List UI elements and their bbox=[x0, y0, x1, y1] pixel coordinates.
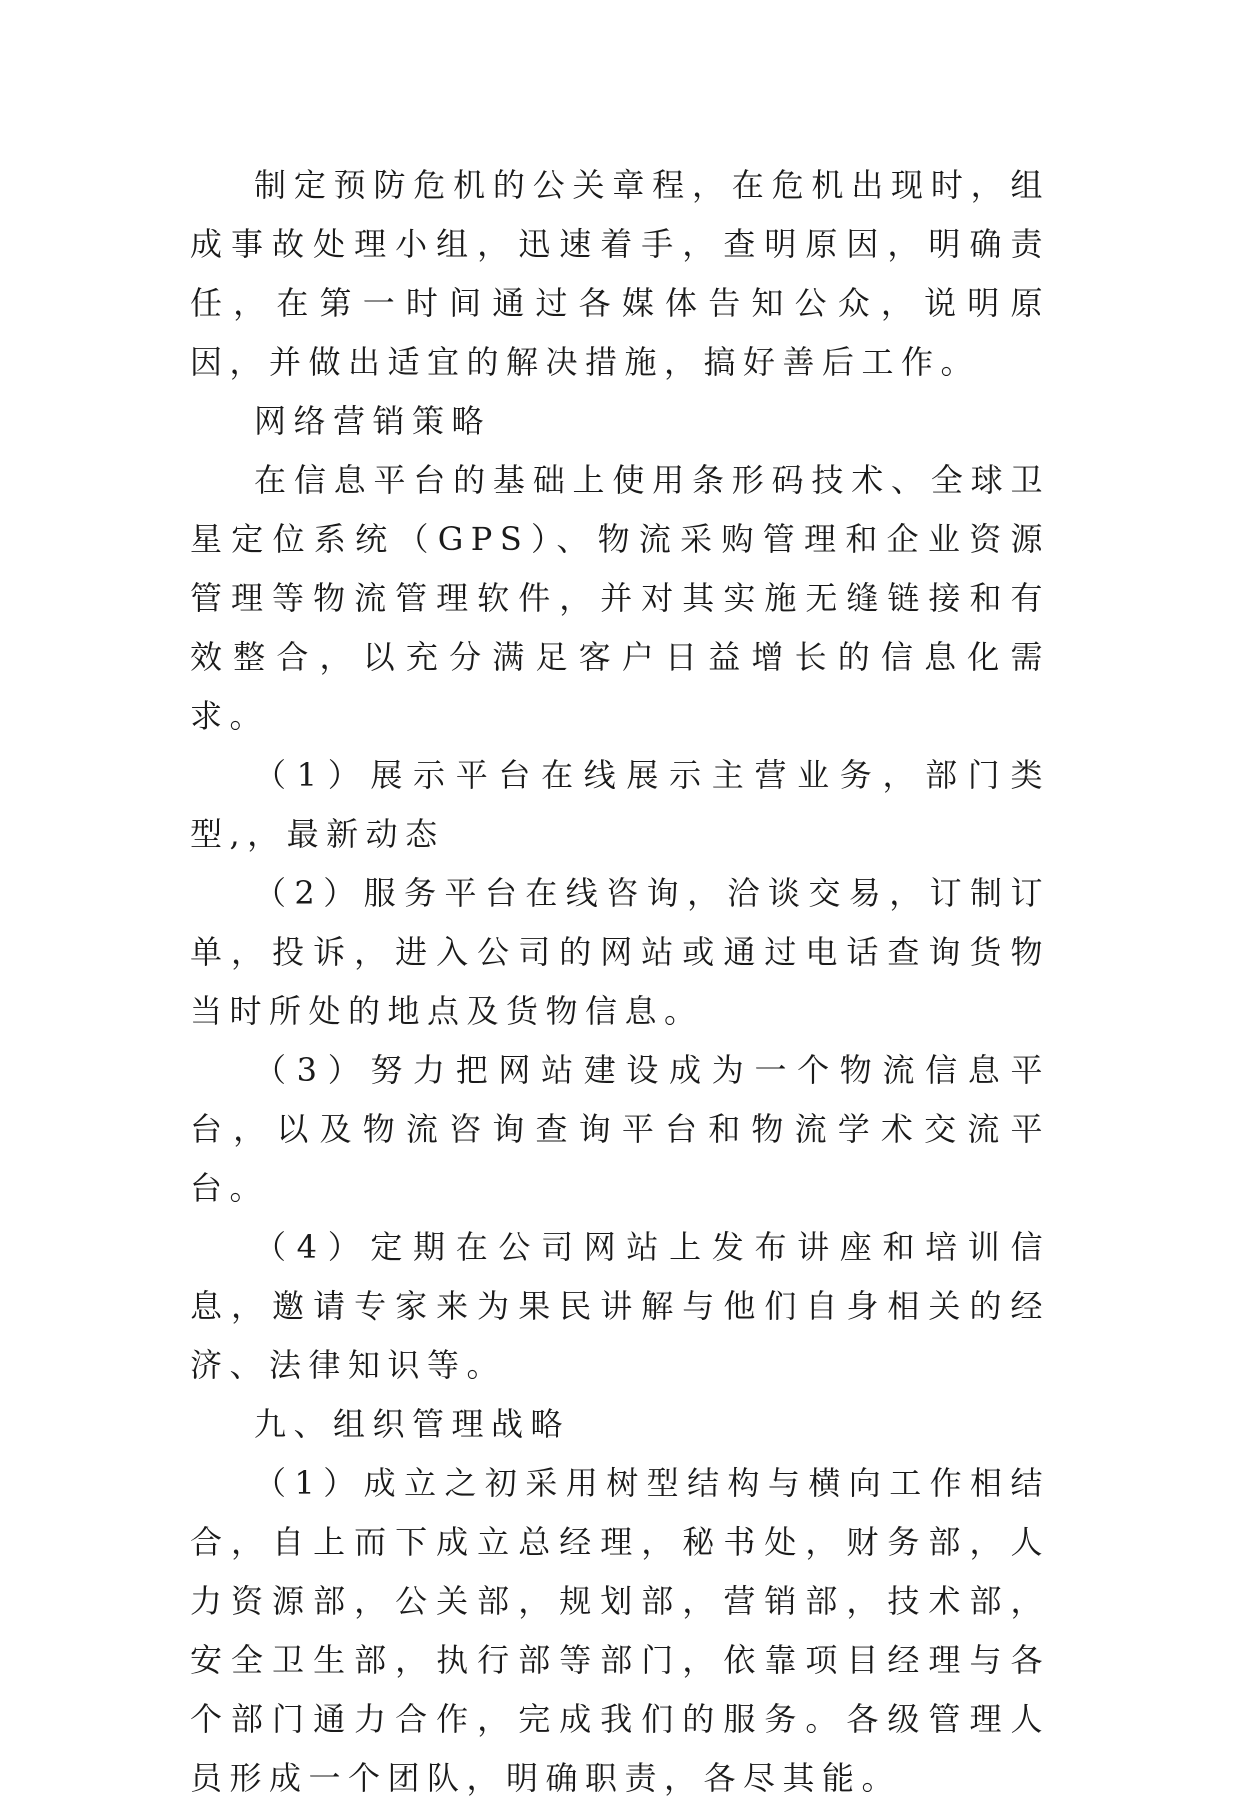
paragraph-org-structure: （1）成立之初采用树型结构与横向工作相结合，自上而下成立总经理，秘书处，财务部，人力资源部，公关部，规划部，营销部，技术部，安全卫生部，执行部等部门，依靠项目经理与各个部门通力合作，完成我们的服务。各级管理人员形成一个团队，明确职责，各尽其能。 bbox=[190, 1464, 1050, 1797]
heading-organization-strategy: 九、组织管理战略 bbox=[254, 1405, 571, 1443]
paragraph-crisis-pr: 制定预防危机的公关章程，在危机出现时，组成事故处理小组，迅速着手，查明原因，明确责任，在第一时间通过各媒体告知公众，说明原因，并做出适宜的解决措施，搞好善后工作。 bbox=[190, 166, 1050, 381]
document-body bbox=[190, 156, 1050, 1808]
list-item-3: （3）努力把网站建设成为一个物流信息平台，以及物流咨询查询平台和物流学术交流平台。 bbox=[190, 1051, 1050, 1207]
list-item-2: （2）服务平台在线咨询，洽谈交易，订制订单，投诉，进入公司的网站或通过电话查询货物当时所处的地点及货物信息。 bbox=[190, 874, 1050, 1030]
list-item-4: （4）定期在公司网站上发布讲座和培训信息，邀请专家来为果民讲解与他们自身相关的经济、法律知识等。 bbox=[190, 1228, 1050, 1384]
heading-network-marketing: 网络营销策略 bbox=[254, 402, 492, 440]
paragraph-info-platform: 在信息平台的基础上使用条形码技术、全球卫星定位系统（GPS）、物流采购管理和企业资源管理等物流管理软件，并对其实施无缝链接和有效整合，以充分满足客户日益增长的信息化需求。 bbox=[190, 461, 1050, 735]
list-item-1: （1）展示平台在线展示主营业务，部门类型,，最新动态 bbox=[190, 756, 1050, 853]
